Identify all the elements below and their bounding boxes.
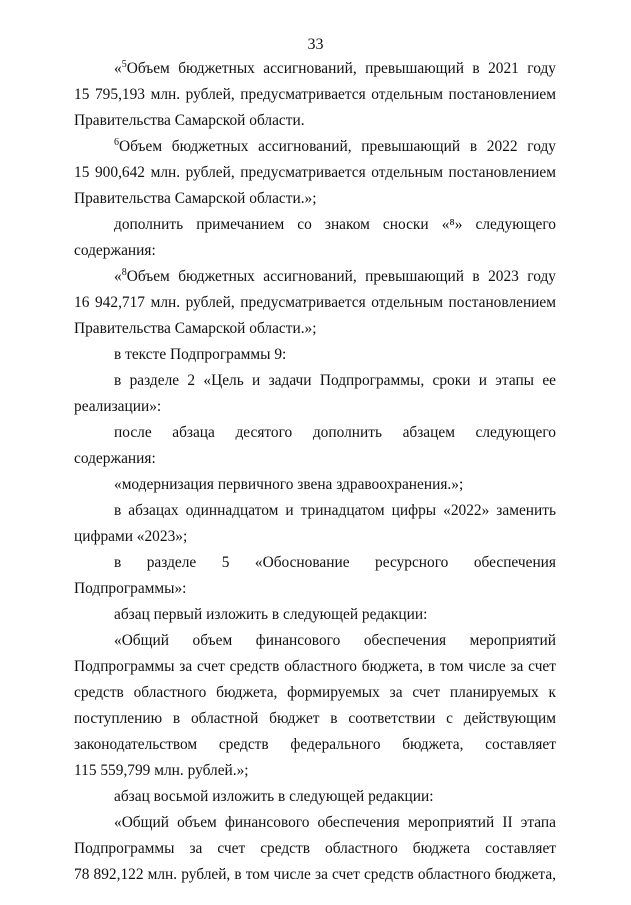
line-text: «модернизация первичного звена здравоохранения.»; bbox=[114, 476, 464, 493]
line-text: «Общий объем финансового обеспечения мероприятий II этапа bbox=[114, 814, 556, 831]
line-text: в тексте Подпрограммы 9: bbox=[114, 346, 287, 363]
text-line bbox=[74, 134, 556, 160]
text-line bbox=[74, 524, 556, 550]
text-line bbox=[74, 56, 556, 82]
text-line bbox=[74, 342, 556, 368]
text-line bbox=[74, 550, 556, 602]
line-text: Объем бюджетных ассигнований, превышающий в 2021 году bbox=[126, 60, 556, 77]
text-line bbox=[74, 602, 556, 628]
line-text: 115 559,799 млн. рублей.»; bbox=[74, 762, 249, 779]
text-line bbox=[74, 758, 556, 784]
text-line bbox=[74, 420, 556, 472]
text-line bbox=[74, 186, 556, 212]
text-line bbox=[74, 108, 556, 134]
line-text: цифрами «2023»; bbox=[74, 528, 188, 545]
footnote-marker: 6 bbox=[114, 136, 119, 148]
line-text: в разделе 2 «Цель и задачи Подпрограммы, сроки и этапы ее bbox=[114, 372, 556, 389]
text-line bbox=[74, 680, 556, 706]
line-text: законодательством средств федерального бюджета, составляет bbox=[74, 736, 556, 753]
line-text: средств областного бюджета, формируемых за счет планируемых к bbox=[74, 684, 556, 701]
page-number: 33 bbox=[307, 36, 324, 53]
line-text: 78 892,122 млн. рублей, в том числе за счет средств областного бюджета, bbox=[74, 866, 556, 883]
text-line bbox=[74, 472, 556, 498]
line-text: 15 900,642 млн. рублей, предусматривается отдельным постановлением bbox=[74, 164, 556, 181]
text-line bbox=[74, 628, 556, 654]
line-text: в разделе 5 «Обоснование ресурсного обеспечения Подпрограммы»: bbox=[74, 554, 556, 597]
line-text: Подпрограммы за счет средств областного бюджета, в том числе за счет bbox=[74, 658, 556, 675]
text-line bbox=[74, 498, 556, 524]
line-text: реализации»: bbox=[74, 398, 162, 415]
line-text: «Общий объем финансового обеспечения мероприятий bbox=[114, 632, 556, 649]
line-text: Объем бюджетных ассигнований, превышающий в 2023 году bbox=[126, 268, 556, 285]
text-line bbox=[74, 264, 556, 290]
footnote-marker: 8 bbox=[121, 266, 127, 278]
text-line bbox=[74, 706, 556, 732]
text-line bbox=[74, 784, 556, 810]
line-text: содержания: bbox=[74, 242, 156, 259]
line-text: Подпрограммы за счет средств областного бюджета составляет bbox=[74, 840, 556, 857]
footnote-marker: 5 bbox=[121, 58, 127, 70]
line-text: 16 942,717 млн. рублей, предусматривается отдельным постановлением bbox=[74, 294, 556, 311]
document-body bbox=[74, 56, 556, 888]
line-text: 15 795,193 млн. рублей, предусматривается отдельным постановлением bbox=[74, 86, 556, 103]
line-text: абзац первый изложить в следующей редакции: bbox=[114, 606, 428, 623]
line-text: после абзаца десятого дополнить абзацем следующего содержания: bbox=[74, 424, 556, 467]
line-text: Правительства Самарской области.»; bbox=[74, 320, 317, 337]
quote-mark: « bbox=[114, 60, 122, 77]
text-line bbox=[74, 290, 556, 316]
line-text: Правительства Самарской области.»; bbox=[74, 190, 317, 207]
text-line bbox=[74, 160, 556, 186]
text-line bbox=[74, 394, 556, 420]
text-line bbox=[74, 836, 556, 862]
quote-mark: « bbox=[114, 268, 122, 285]
line-text: Объем бюджетных ассигнований, превышающий в 2022 году bbox=[119, 138, 556, 155]
line-text: в абзацах одиннадцатом и тринадцатом цифры «2022» заменить bbox=[114, 502, 556, 519]
line-text: дополнить примечанием со знаком сноски «⁸» следующего bbox=[114, 216, 556, 233]
line-text: Правительства Самарской области. bbox=[74, 112, 305, 129]
text-line bbox=[74, 316, 556, 342]
text-line bbox=[74, 82, 556, 108]
text-line bbox=[74, 368, 556, 394]
line-text: абзац восьмой изложить в следующей редакции: bbox=[114, 788, 434, 805]
text-line bbox=[74, 732, 556, 758]
line-text: поступлению в областной бюджет в соответствии с действующим bbox=[74, 710, 556, 727]
text-line bbox=[74, 212, 556, 238]
text-line bbox=[74, 862, 556, 888]
text-line bbox=[74, 810, 556, 836]
text-line bbox=[74, 654, 556, 680]
text-line bbox=[74, 238, 556, 264]
